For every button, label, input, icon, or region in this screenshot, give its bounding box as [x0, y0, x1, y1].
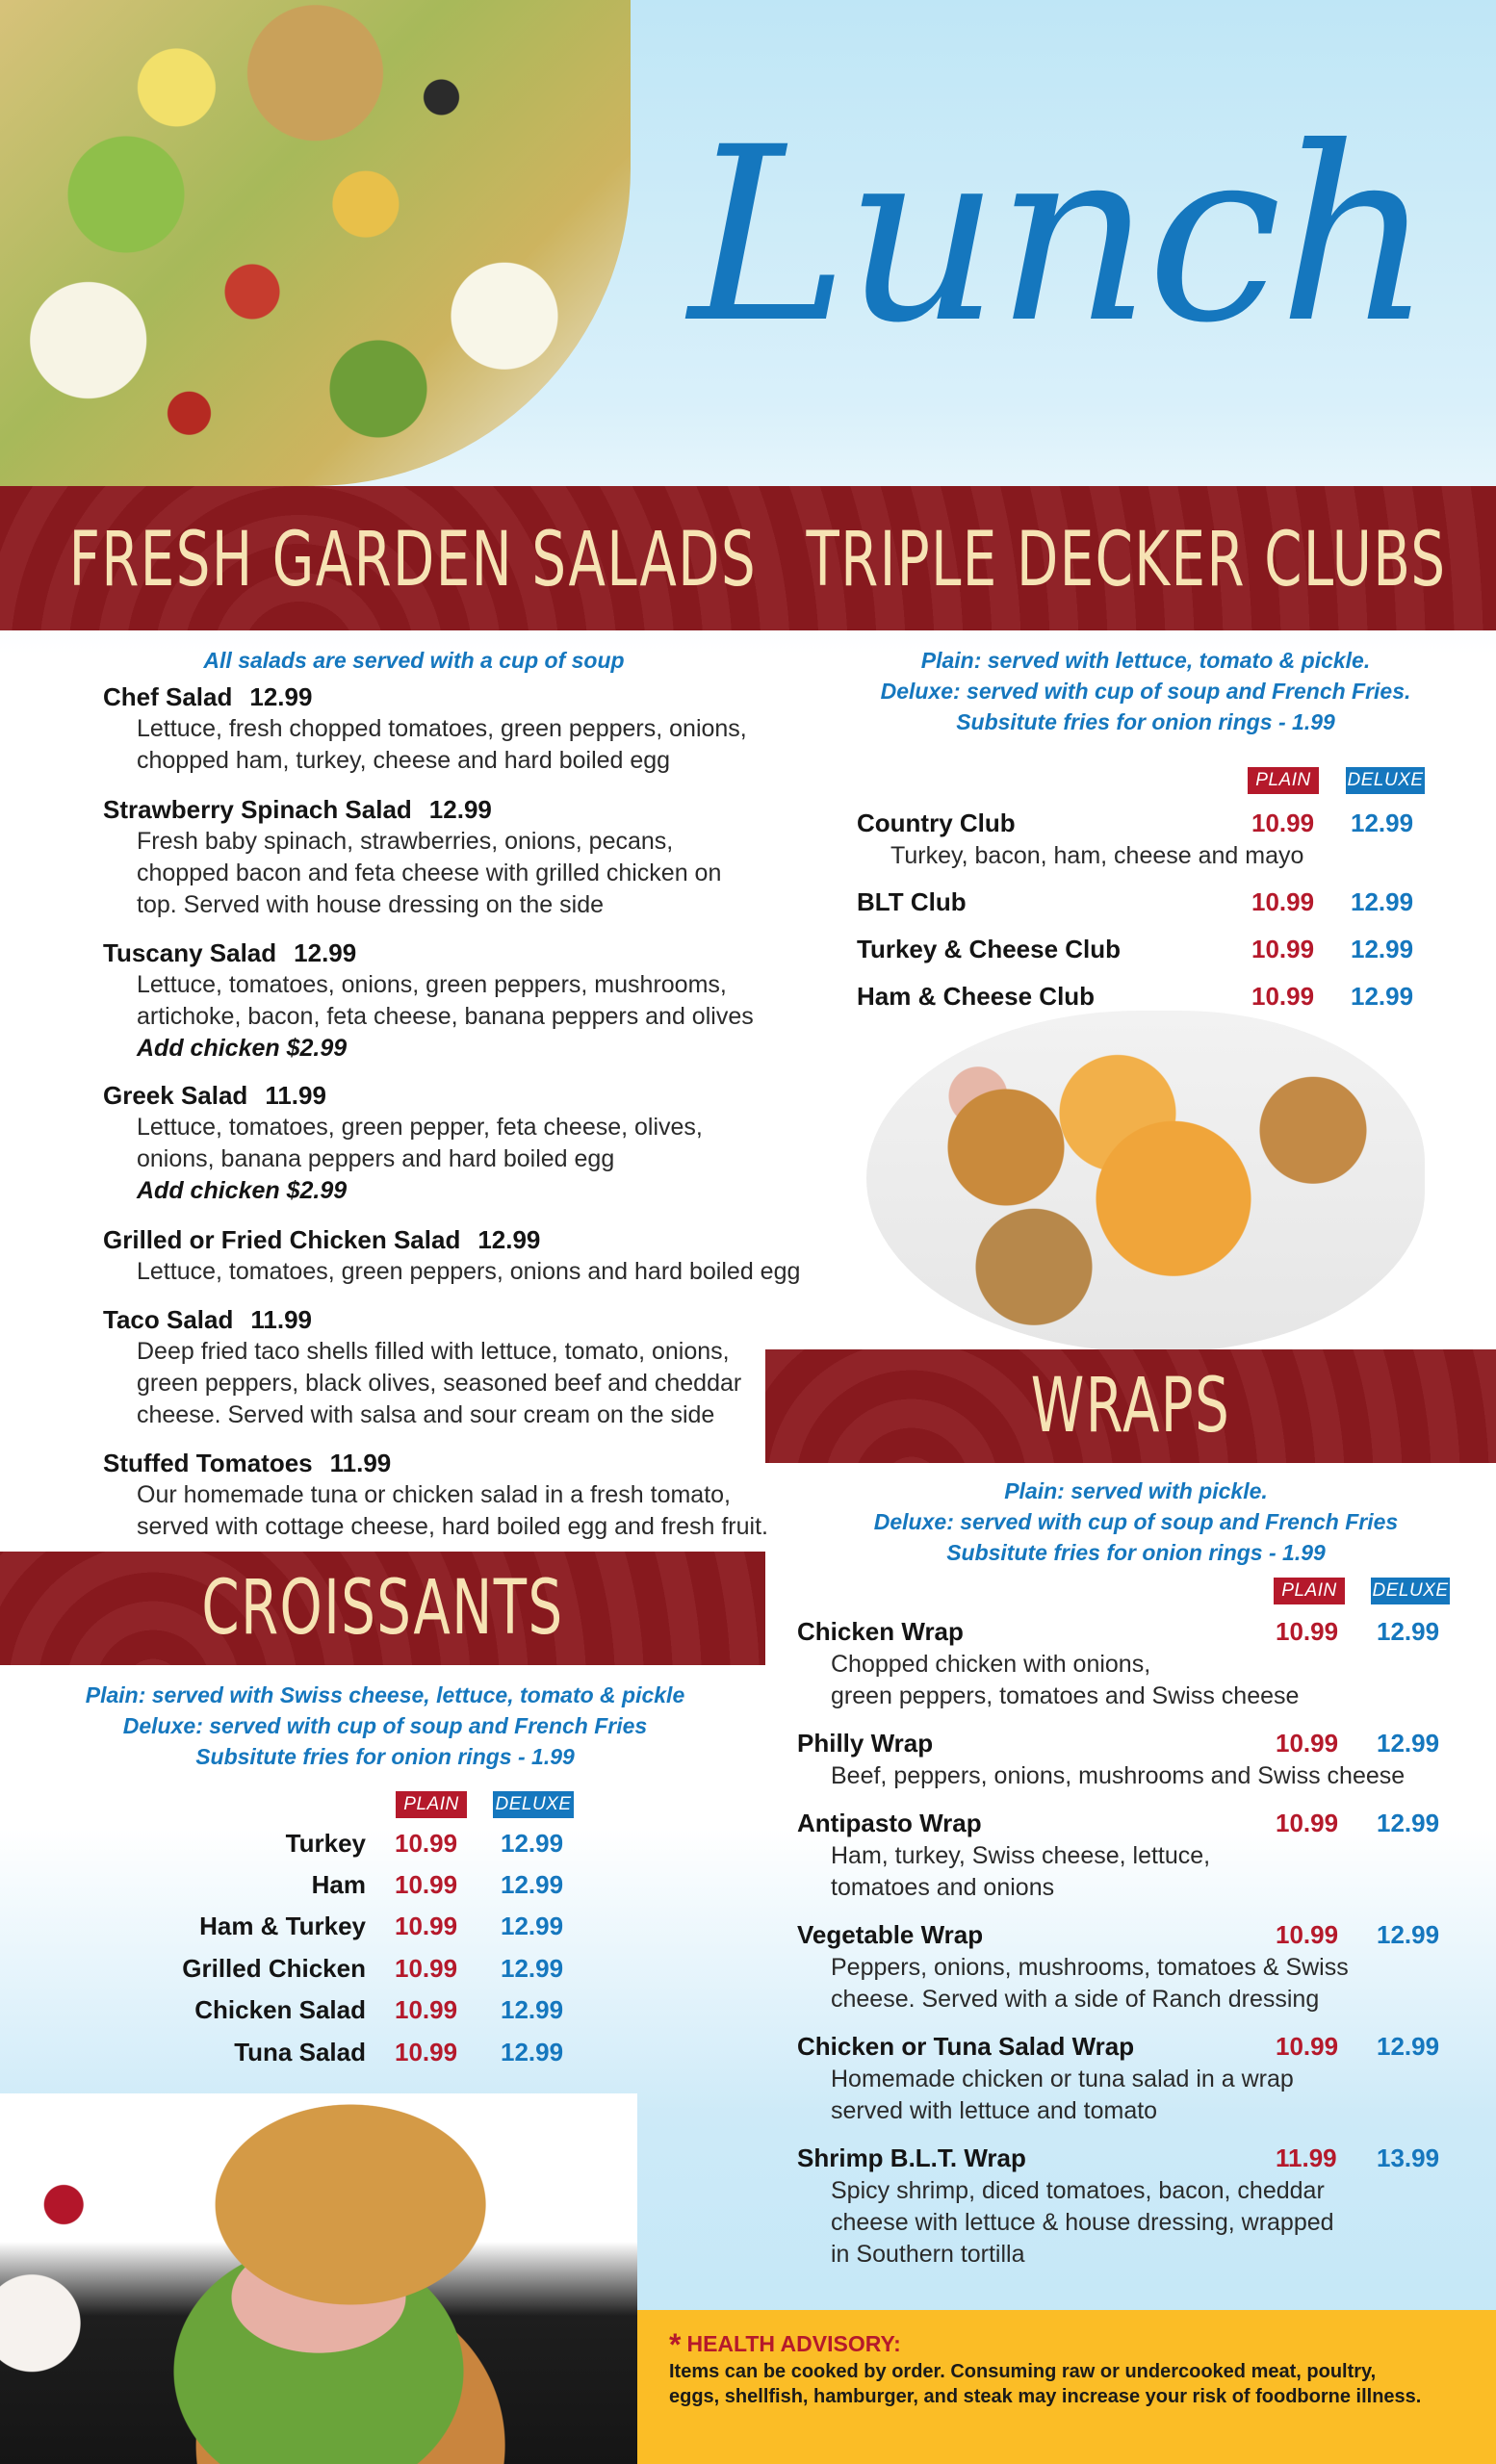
item-desc-line: green peppers, tomatoes and Swiss cheese — [831, 1682, 1300, 1709]
wraps-note-plain: Plain: served with pickle. — [1004, 1478, 1268, 1503]
item-name: Antipasto Wrap — [797, 1809, 982, 1837]
plain-badge: PLAIN — [1248, 767, 1319, 794]
item-price: 12.99 — [428, 795, 492, 824]
plain-price: 10.99 — [1251, 887, 1315, 916]
croissants-banner — [0, 1552, 765, 1665]
deluxe-price: 12.99 — [1377, 1729, 1440, 1758]
item-desc: Lettuce, tomatoes, green pepper, feta cheese, olives, — [137, 1114, 703, 1141]
item-desc: Lettuce, tomatoes, onions, green peppers, mushrooms, — [137, 971, 727, 998]
item-name: Strawberry Spinach Salad — [103, 795, 412, 824]
plain-price: 10.99 — [1251, 982, 1315, 1011]
wraps-note-deluxe: Deluxe: served with cup of soup and French Fries — [873, 1509, 1399, 1534]
wrap-row — [797, 1809, 1471, 1904]
plain-price: 10.99 — [395, 1870, 458, 1899]
deluxe-badge: DELUXE — [493, 1791, 574, 1818]
item-name: Vegetable Wrap — [797, 1920, 984, 1949]
croissant-sandwich-photo — [0, 2093, 637, 2464]
item-desc: artichoke, bacon, feta cheese, banana peppers and olives — [137, 1003, 754, 1030]
item-desc-line: Spicy shrimp, diced tomatoes, bacon, cheddar — [831, 2177, 1325, 2204]
plain-price: 10.99 — [1251, 808, 1315, 837]
item-name: Turkey & Cheese Club — [857, 935, 1122, 963]
item-desc: cheese. Served with salsa and sour cream on the side — [137, 1401, 715, 1428]
deluxe-price: 12.99 — [1377, 1920, 1440, 1949]
wrap-row — [797, 1617, 1471, 1712]
advisory-line: Items can be cooked by order. Consuming raw or undercooked meat, poultry, — [669, 2361, 1377, 2382]
advisory-title — [669, 2327, 1467, 2362]
croissant-row — [0, 1954, 616, 1992]
item-desc-line: cheese with lettuce & house dressing, wrapped — [831, 2209, 1334, 2236]
plain-badge: PLAIN — [1274, 1578, 1345, 1604]
item-desc: served with cottage cheese, hard boiled egg and fresh fruit. — [137, 1513, 768, 1540]
item-name: Taco Salad — [103, 1305, 234, 1334]
salad-photo — [0, 0, 631, 486]
item-desc-line: tomatoes and onions — [831, 1874, 1055, 1901]
plain-price: 10.99 — [1276, 1617, 1339, 1646]
plain-price: 10.99 — [395, 1995, 458, 2024]
advisory-title-text: HEALTH ADVISORY: — [686, 2331, 901, 2356]
club-row — [857, 935, 1473, 966]
club-row — [857, 887, 1473, 919]
item-price: 11.99 — [250, 1305, 312, 1334]
plain-price: 10.99 — [1276, 1920, 1339, 1949]
item-name: Philly Wrap — [797, 1729, 934, 1758]
wraps-heading: WRAPS — [1030, 1363, 1231, 1450]
deluxe-price: 12.99 — [1377, 1617, 1440, 1646]
item-desc: chopped bacon and feta cheese with grilled chicken on — [137, 860, 722, 886]
plain-price: 10.99 — [1276, 1809, 1339, 1837]
item-desc: green peppers, black olives, seasoned beef and cheddar — [137, 1370, 742, 1397]
croissant-row — [0, 1995, 616, 2034]
item-desc — [831, 2175, 1334, 2271]
item-desc — [831, 1952, 1349, 2015]
item-desc: onions, banana peppers and hard boiled egg — [137, 1145, 615, 1172]
wrap-row — [797, 2143, 1471, 2271]
item-name: BLT Club — [857, 887, 967, 916]
salad-item — [103, 794, 825, 921]
deluxe-price: 12.99 — [501, 1870, 564, 1899]
item-price: 11.99 — [265, 1081, 326, 1110]
salad-item — [103, 1448, 825, 1543]
croissant-row — [0, 1829, 616, 1867]
salad-item — [103, 681, 825, 777]
salad-item — [103, 1224, 873, 1288]
wrap-row — [797, 2032, 1471, 2127]
item-name: Stuffed Tomatoes — [103, 1449, 313, 1477]
item-name: Ham — [311, 1870, 366, 1899]
deluxe-badge: DELUXE — [1371, 1578, 1450, 1604]
club-row — [857, 808, 1473, 872]
deluxe-price: 12.99 — [1377, 2032, 1440, 2061]
item-name: Ham & Cheese Club — [857, 982, 1096, 1011]
wrap-row — [797, 1729, 1471, 1792]
advisory-line: eggs, shellfish, hamburger, and steak may increase your risk of foodborne illness. — [669, 2386, 1422, 2407]
salads-heading: FRESH GARDEN SALADS — [68, 517, 758, 603]
plain-price: 10.99 — [395, 1912, 458, 1940]
croissants-note-deluxe: Deluxe: served with cup of soup and French Fries — [122, 1713, 648, 1738]
croissants-notes — [39, 1680, 732, 1772]
item-desc: chopped ham, turkey, cheese and hard boiled egg — [137, 747, 671, 774]
item-desc: Lettuce, tomatoes, green peppers, onions and hard boiled egg — [137, 1258, 801, 1285]
item-name: Greek Salad — [103, 1081, 248, 1110]
deluxe-price: 12.99 — [501, 1829, 564, 1858]
deluxe-price: 12.99 — [501, 1995, 564, 2024]
item-name: Chicken Salad — [194, 1995, 366, 2024]
salad-item — [103, 1304, 825, 1431]
clubs-note-substitute: Subsitute fries for onion rings - 1.99 — [956, 709, 1335, 734]
deluxe-price: 12.99 — [1377, 1809, 1440, 1837]
plain-price: 10.99 — [395, 1954, 458, 1983]
plain-price: 11.99 — [1276, 2143, 1337, 2172]
item-name: Shrimp B.L.T. Wrap — [797, 2143, 1026, 2172]
item-name: Tuscany Salad — [103, 938, 277, 967]
item-desc: Lettuce, fresh chopped tomatoes, green peppers, onions, — [137, 715, 747, 742]
wraps-notes — [799, 1476, 1473, 1568]
deluxe-badge: DELUXE — [1346, 767, 1425, 794]
item-desc: Our homemade tuna or chicken salad in a fresh tomato, — [137, 1481, 731, 1508]
plain-price: 10.99 — [395, 1829, 458, 1858]
item-desc: Fresh baby spinach, strawberries, onions, pecans, — [137, 828, 674, 855]
item-name: Chicken or Tuna Salad Wrap — [797, 2032, 1135, 2061]
croissant-row — [0, 1870, 616, 1909]
clubs-notes — [809, 645, 1483, 737]
wrap-row — [797, 1920, 1471, 2015]
croissants-note-substitute: Subsitute fries for onion rings - 1.99 — [195, 1744, 575, 1769]
plain-price: 10.99 — [395, 2038, 458, 2066]
item-name: Ham & Turkey — [199, 1912, 366, 1940]
wraps-banner — [765, 1349, 1496, 1463]
item-desc — [831, 1840, 1210, 1904]
clubs-note-deluxe: Deluxe: served with cup of soup and French Fries. — [880, 679, 1411, 704]
deluxe-price: 12.99 — [1351, 808, 1414, 837]
item-desc — [831, 1649, 1299, 1712]
salads-note: All salads are served with a cup of soup — [203, 648, 625, 673]
deluxe-price: 12.99 — [501, 1912, 564, 1940]
health-advisory — [637, 2310, 1496, 2464]
deluxe-price: 13.99 — [1377, 2143, 1440, 2172]
item-price: 12.99 — [477, 1225, 541, 1254]
item-desc-line: in Southern tortilla — [831, 2241, 1025, 2268]
club-sandwich-photo — [866, 1011, 1425, 1352]
item-name: Grilled Chicken — [182, 1954, 366, 1983]
item-price: 11.99 — [329, 1449, 392, 1477]
item-desc-line: Homemade chicken or tuna salad in a wrap — [831, 2066, 1294, 2092]
salads-clubs-banner — [0, 486, 1496, 630]
croissants-note-plain: Plain: served with Swiss cheese, lettuce, tomato & pickle — [85, 1682, 685, 1707]
croissants-heading: CROISSANTS — [201, 1565, 564, 1652]
item-desc: top. Served with house dressing on the side — [137, 891, 605, 918]
plain-price: 10.99 — [1276, 2032, 1339, 2061]
item-addon: Add chicken $2.99 — [137, 1177, 348, 1204]
item-price: 12.99 — [294, 938, 357, 967]
salad-item — [103, 937, 825, 1065]
item-addon: Add chicken $2.99 — [137, 1035, 348, 1062]
item-desc-line: served with lettuce and tomato — [831, 2097, 1158, 2124]
plain-badge: PLAIN — [396, 1791, 467, 1818]
item-desc-line: Beef, peppers, onions, mushrooms and Swiss cheese — [831, 1762, 1406, 1789]
clubs-note-plain: Plain: served with lettuce, tomato & pickle. — [920, 648, 1371, 673]
plain-price: 10.99 — [1251, 935, 1315, 963]
deluxe-price: 12.99 — [1351, 982, 1414, 1011]
item-desc — [831, 1760, 1405, 1792]
item-name: Grilled or Fried Chicken Salad — [103, 1225, 461, 1254]
item-name: Country Club — [857, 808, 1016, 837]
deluxe-price: 12.99 — [501, 2038, 564, 2066]
item-desc: Deep fried taco shells filled with lettuce, tomato, onions, — [137, 1338, 730, 1365]
item-name: Tuna Salad — [234, 2038, 366, 2066]
item-desc-line: Ham, turkey, Swiss cheese, lettuce, — [831, 1842, 1211, 1869]
item-desc — [831, 2064, 1294, 2127]
item-name: Chef Salad — [103, 682, 233, 711]
deluxe-price: 12.99 — [1351, 887, 1414, 916]
club-row — [857, 982, 1473, 1014]
item-name: Turkey — [285, 1829, 366, 1858]
deluxe-price: 12.99 — [501, 1954, 564, 1983]
deluxe-price: 12.99 — [1351, 935, 1414, 963]
item-desc-line: Peppers, onions, mushrooms, tomatoes & Swiss — [831, 1954, 1349, 1981]
salad-item — [103, 1080, 825, 1207]
clubs-heading: TRIPLE DECKER CLUBS — [806, 517, 1447, 603]
plain-price: 10.99 — [1276, 1729, 1339, 1758]
page-title: Lunch — [688, 95, 1430, 375]
item-desc-line: Chopped chicken with onions, — [831, 1651, 1151, 1678]
wraps-note-substitute: Subsitute fries for onion rings - 1.99 — [946, 1540, 1326, 1565]
item-name: Chicken Wrap — [797, 1617, 964, 1646]
item-price: 12.99 — [249, 682, 313, 711]
asterisk-icon: * — [669, 2327, 682, 2362]
item-desc-line: cheese. Served with a side of Ranch dressing — [831, 1986, 1320, 2013]
item-desc: Turkey, bacon, ham, cheese and mayo — [890, 842, 1304, 869]
croissant-row — [0, 2038, 616, 2076]
croissant-row — [0, 1912, 616, 1950]
